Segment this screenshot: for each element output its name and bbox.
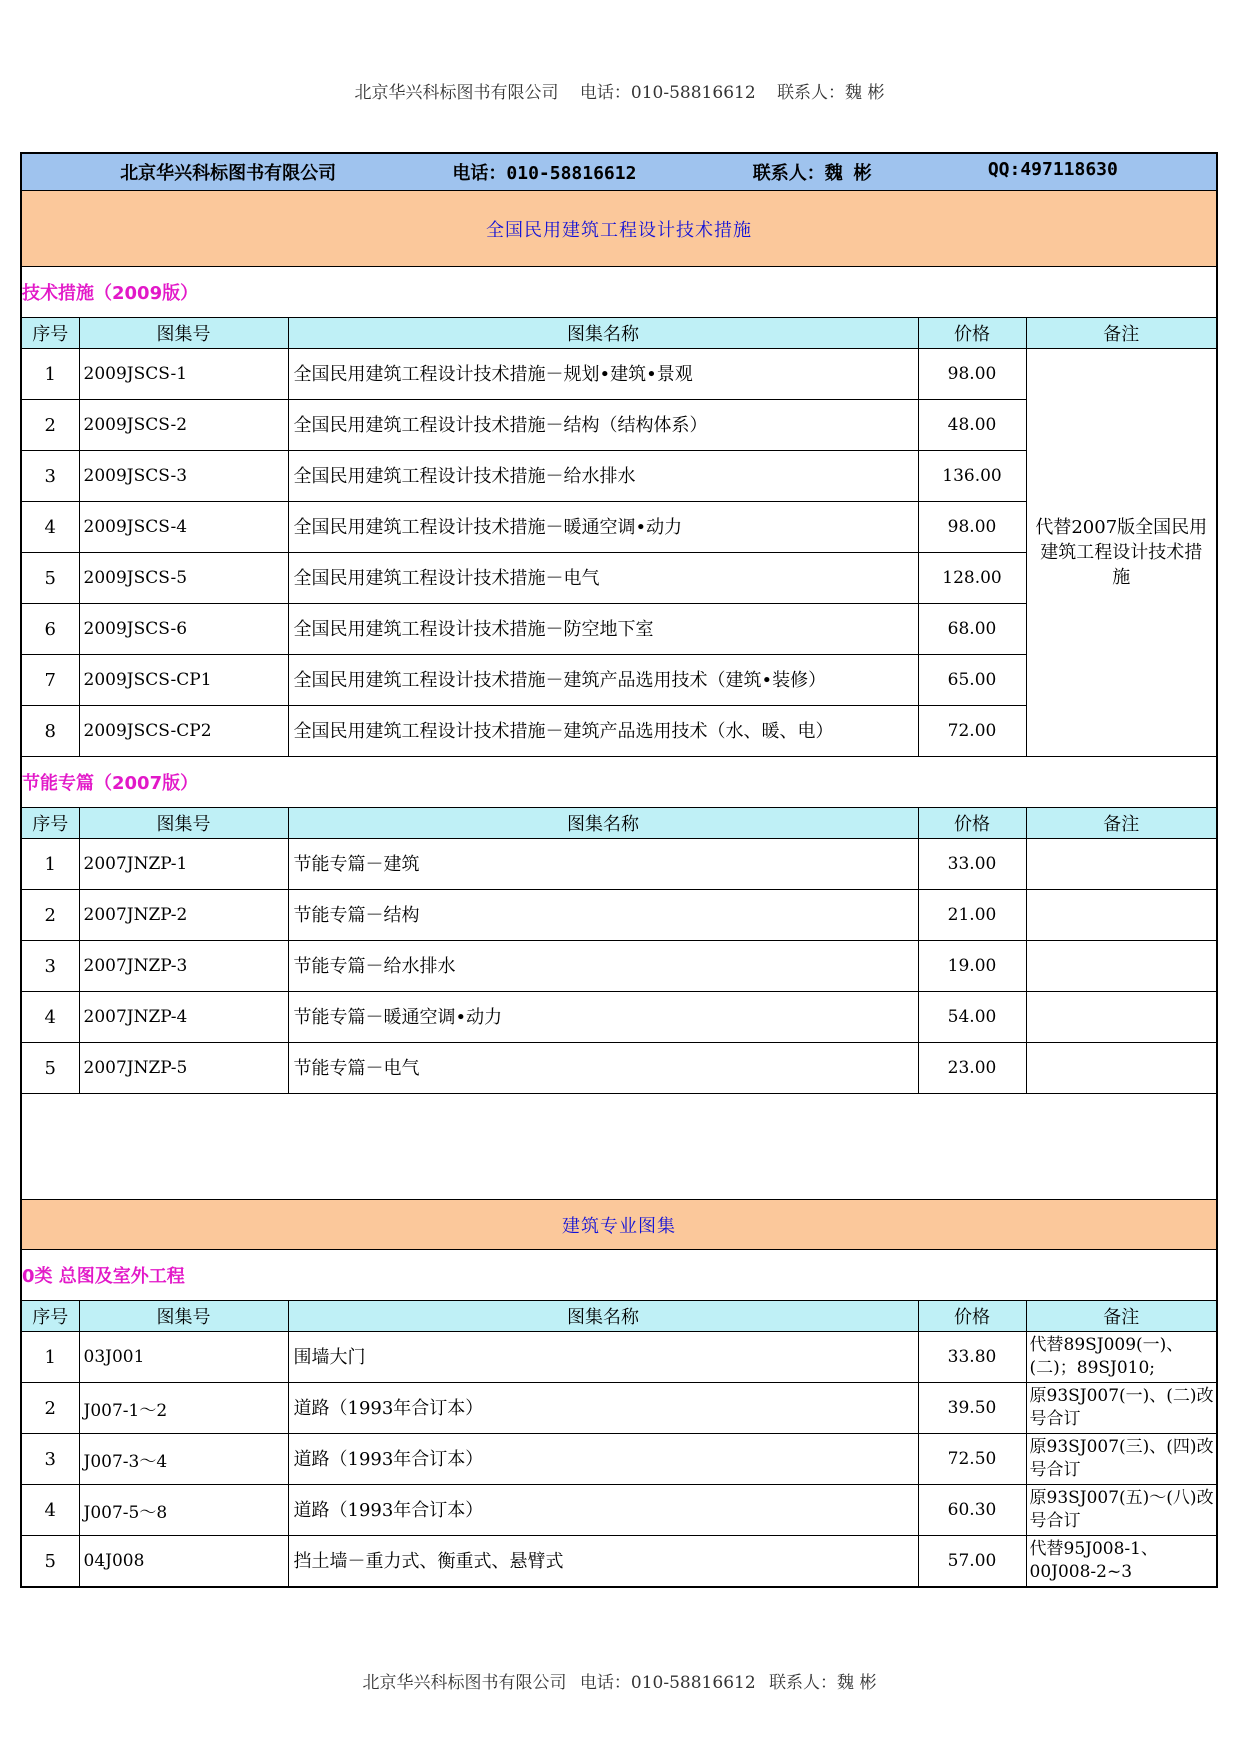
- table-row: [21, 890, 1217, 941]
- row-price: 98.00: [918, 502, 1026, 553]
- row-name: 道路（1993年合订本）: [288, 1434, 918, 1485]
- col-note: 备注: [1026, 1301, 1217, 1332]
- banner-company: 北京华兴科标图书有限公司: [120, 163, 337, 184]
- header-row: [21, 1301, 1217, 1332]
- building-title-row: [21, 1200, 1217, 1250]
- row-note: [1026, 839, 1217, 890]
- row-name: 节能专篇－建筑: [288, 839, 918, 890]
- banner-contact: 联系人：魏 彬: [752, 163, 872, 184]
- section3-title: 0类 总图及室外工程: [21, 1250, 1217, 1301]
- row-name: 节能专篇－暖通空调•动力: [288, 992, 918, 1043]
- row-index: 2: [21, 1383, 79, 1434]
- col-price: 价格: [918, 318, 1026, 349]
- row-code: J007-1～2: [79, 1383, 288, 1434]
- row-index: 6: [21, 604, 79, 655]
- row-note: 原93SJ007(三)、(四)改号合订: [1026, 1434, 1217, 1485]
- table-row: [21, 1434, 1217, 1485]
- section1-title: 技术措施（2009版）: [21, 267, 1217, 318]
- row-note: [1026, 890, 1217, 941]
- row-price: 54.00: [918, 992, 1026, 1043]
- building-title: 建筑专业图集: [21, 1200, 1217, 1250]
- col-idx: 序号: [21, 1301, 79, 1332]
- row-name: 全国民用建筑工程设计技术措施－给水排水: [288, 451, 918, 502]
- banner-row: [21, 153, 1217, 191]
- header-contact: 联系人：魏 彬: [777, 83, 885, 103]
- col-note: 备注: [1026, 318, 1217, 349]
- header-row: [21, 808, 1217, 839]
- table-row: [21, 1536, 1217, 1588]
- row-price: 39.50: [918, 1383, 1026, 1434]
- row-note: [1026, 992, 1217, 1043]
- row-index: 1: [21, 349, 79, 400]
- row-price: 57.00: [918, 1536, 1026, 1588]
- col-note: 备注: [1026, 808, 1217, 839]
- header-phone: 电话：010-58816612: [579, 83, 756, 103]
- row-code: 2009JSCS-CP1: [79, 655, 288, 706]
- row-name: 全国民用建筑工程设计技术措施－建筑产品选用技术（水、暖、电）: [288, 706, 918, 757]
- row-code: 2009JSCS-5: [79, 553, 288, 604]
- row-name: 挡土墙－重力式、衡重式、悬臂式: [288, 1536, 918, 1588]
- row-note: 代替95J008-1、00J008-2~3: [1026, 1536, 1217, 1588]
- row-code: 2007JNZP-4: [79, 992, 288, 1043]
- row-price: 48.00: [918, 400, 1026, 451]
- table-row: [21, 1043, 1217, 1094]
- row-index: 2: [21, 890, 79, 941]
- row-name: 道路（1993年合订本）: [288, 1383, 918, 1434]
- table-row: [21, 941, 1217, 992]
- header-row: [21, 318, 1217, 349]
- row-name: 全国民用建筑工程设计技术措施－暖通空调•动力: [288, 502, 918, 553]
- row-code: 2007JNZP-5: [79, 1043, 288, 1094]
- row-code: 2009JSCS-CP2: [79, 706, 288, 757]
- col-code: 图集号: [79, 1301, 288, 1332]
- row-price: 60.30: [918, 1485, 1026, 1536]
- col-idx: 序号: [21, 808, 79, 839]
- row-index: 4: [21, 1485, 79, 1536]
- row-note: [1026, 1043, 1217, 1094]
- section-row: [21, 1250, 1217, 1301]
- section2-title: 节能专篇（2007版）: [21, 757, 1217, 808]
- col-idx: 序号: [21, 318, 79, 349]
- table-row: [21, 992, 1217, 1043]
- col-price: 价格: [918, 808, 1026, 839]
- row-index: 4: [21, 502, 79, 553]
- row-index: 1: [21, 1332, 79, 1383]
- row-name: 围墙大门: [288, 1332, 918, 1383]
- table-row: [21, 1332, 1217, 1383]
- header-company: 北京华兴科标图书有限公司: [354, 83, 559, 103]
- section-row: [21, 757, 1217, 808]
- col-name: 图集名称: [288, 808, 918, 839]
- row-code: 03J001: [79, 1332, 288, 1383]
- main-title-row: [21, 191, 1217, 267]
- row-code: 04J008: [79, 1536, 288, 1588]
- row-index: 3: [21, 451, 79, 502]
- row-name: 全国民用建筑工程设计技术措施－结构（结构体系）: [288, 400, 918, 451]
- table-row: [21, 349, 1217, 400]
- blank-row: [21, 1094, 1217, 1200]
- row-code: 2007JNZP-2: [79, 890, 288, 941]
- row-code: 2009JSCS-4: [79, 502, 288, 553]
- row-name: 全国民用建筑工程设计技术措施－防空地下室: [288, 604, 918, 655]
- row-price: 136.00: [918, 451, 1026, 502]
- row-index: 2: [21, 400, 79, 451]
- row-index: 3: [21, 941, 79, 992]
- row-index: 7: [21, 655, 79, 706]
- row-name: 全国民用建筑工程设计技术措施－规划•建筑•景观: [288, 349, 918, 400]
- col-code: 图集号: [79, 808, 288, 839]
- row-name: 全国民用建筑工程设计技术措施－建筑产品选用技术（建筑•装修）: [288, 655, 918, 706]
- col-name: 图集名称: [288, 318, 918, 349]
- row-index: 3: [21, 1434, 79, 1485]
- row-price: 72.50: [918, 1434, 1026, 1485]
- row-price: 65.00: [918, 655, 1026, 706]
- col-price: 价格: [918, 1301, 1026, 1332]
- banner-phone: 电话：010-58816612: [452, 163, 637, 184]
- col-code: 图集号: [79, 318, 288, 349]
- row-name: 节能专篇－电气: [288, 1043, 918, 1094]
- table-row: [21, 1485, 1217, 1536]
- row-index: 5: [21, 1043, 79, 1094]
- row-price: 33.00: [918, 839, 1026, 890]
- row-price: 21.00: [918, 890, 1026, 941]
- row-note: 代替89SJ009(一)、(二)；89SJ010;: [1026, 1332, 1217, 1383]
- row-note-merged: 代替2007版全国民用建筑工程设计技术措施: [1026, 349, 1217, 757]
- table-row: [21, 1383, 1217, 1434]
- row-price: 98.00: [918, 349, 1026, 400]
- row-index: 8: [21, 706, 79, 757]
- col-name: 图集名称: [288, 1301, 918, 1332]
- row-index: 1: [21, 839, 79, 890]
- row-price: 68.00: [918, 604, 1026, 655]
- row-price: 19.00: [918, 941, 1026, 992]
- table-row: [21, 839, 1217, 890]
- row-code: J007-5～8: [79, 1485, 288, 1536]
- row-note: 原93SJ007(五)～(八)改号合订: [1026, 1485, 1217, 1536]
- page-footer: [0, 1668, 1239, 1693]
- footer-company: 北京华兴科标图书有限公司: [362, 1673, 567, 1693]
- row-code: J007-3～4: [79, 1434, 288, 1485]
- row-note: 原93SJ007(一)、(二)改号合订: [1026, 1383, 1217, 1434]
- section-row: [21, 267, 1217, 318]
- page-header: [0, 78, 1239, 103]
- row-name: 节能专篇－给水排水: [288, 941, 918, 992]
- row-name: 全国民用建筑工程设计技术措施－电气: [288, 553, 918, 604]
- row-index: 5: [21, 553, 79, 604]
- row-price: 23.00: [918, 1043, 1026, 1094]
- footer-phone: 电话：010-58816612: [579, 1673, 756, 1693]
- row-price: 128.00: [918, 553, 1026, 604]
- row-price: 33.80: [918, 1332, 1026, 1383]
- row-name: 道路（1993年合订本）: [288, 1485, 918, 1536]
- row-code: 2009JSCS-3: [79, 451, 288, 502]
- main-title: 全国民用建筑工程设计技术措施: [21, 191, 1217, 267]
- row-code: 2007JNZP-1: [79, 839, 288, 890]
- row-index: 5: [21, 1536, 79, 1588]
- catalog-table: [20, 152, 1218, 1588]
- row-code: 2009JSCS-2: [79, 400, 288, 451]
- row-index: 4: [21, 992, 79, 1043]
- banner-qq: QQ:497118630: [987, 159, 1118, 180]
- row-name: 节能专篇－结构: [288, 890, 918, 941]
- row-code: 2009JSCS-1: [79, 349, 288, 400]
- row-price: 72.00: [918, 706, 1026, 757]
- row-code: 2009JSCS-6: [79, 604, 288, 655]
- row-note: [1026, 941, 1217, 992]
- footer-contact: 联系人：魏 彬: [769, 1673, 877, 1693]
- row-code: 2007JNZP-3: [79, 941, 288, 992]
